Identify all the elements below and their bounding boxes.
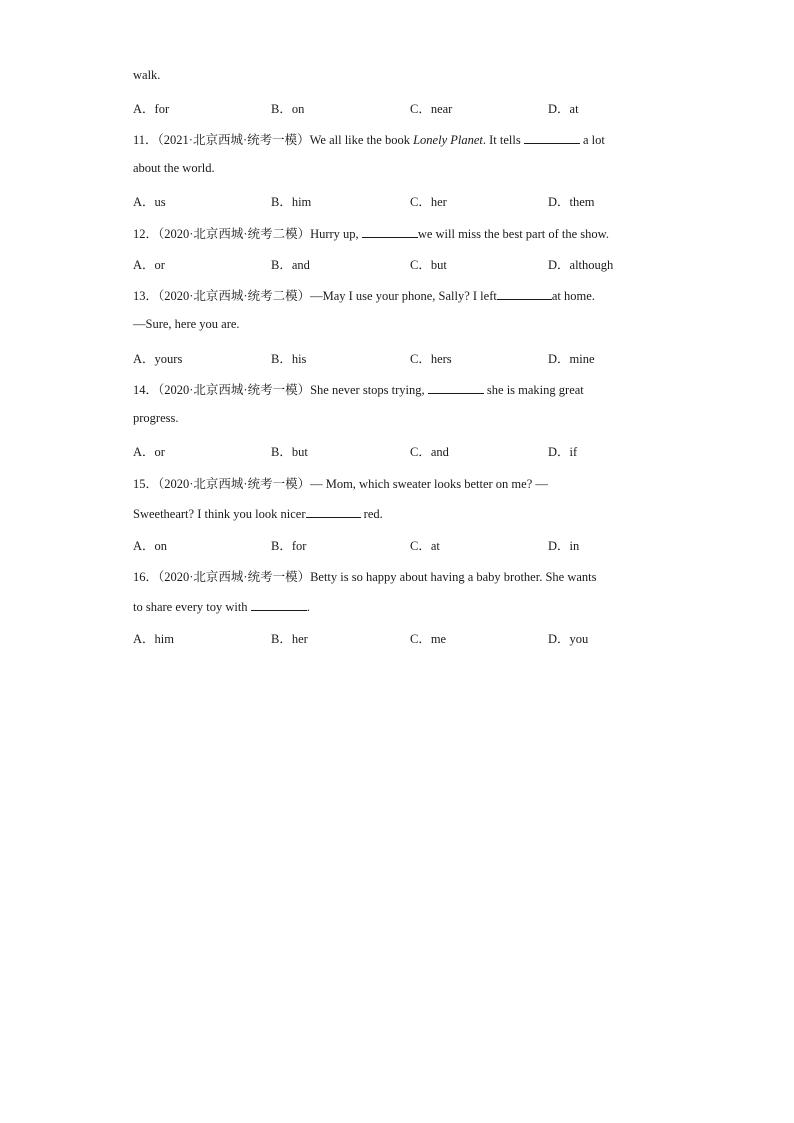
option-a: A．or: [133, 445, 165, 459]
option-a: A．for: [133, 102, 170, 116]
question-14-stem-line2: progress.: [133, 411, 179, 425]
question-15-stem: 15．（2020·北京西城·统考一模）— Mom, which sweater looks better on me? —: [133, 477, 548, 491]
question-15-stem-line2: [133, 505, 383, 522]
option-b: B．for: [271, 539, 307, 553]
stem-text: to share every toy with: [133, 600, 251, 614]
option-d: D．at: [548, 102, 579, 116]
stem-text: a lot: [579, 133, 605, 147]
stem-text: at home.: [551, 289, 595, 303]
option-a: A．us: [133, 195, 166, 209]
option-b: B．him: [271, 195, 312, 209]
answer-blank: [362, 225, 418, 238]
option-a: A．yours: [133, 352, 183, 366]
option-d: D．if: [548, 445, 578, 459]
option-b: B．her: [271, 632, 308, 646]
question-13-stem-line2: —Sure, here you are.: [133, 317, 240, 331]
option-c: C．her: [410, 195, 447, 209]
option-b: B．his: [271, 352, 307, 366]
option-c: C．me: [410, 632, 447, 646]
question-11-stem: [133, 130, 605, 148]
stem-text: Sweetheart? I think you look nicer: [133, 507, 306, 521]
option-a: A．or: [133, 258, 165, 272]
question-14-stem: [133, 380, 584, 398]
stem-text: . It tells: [482, 133, 524, 147]
question-13-stem: [133, 286, 595, 304]
option-c: C．at: [410, 539, 440, 553]
answer-blank: [428, 381, 484, 394]
option-c: C．near: [410, 102, 453, 116]
answer-blank: [497, 287, 552, 300]
option-d: D．mine: [548, 352, 595, 366]
question-16-stem-line2: [133, 598, 310, 615]
question-16-stem: 16．（2020·北京西城·统考一模）Betty is so happy about having a baby brother. She wants: [133, 570, 597, 584]
question-11-stem-line2: about the world.: [133, 161, 215, 175]
stem-text: 13．（2020·北京西城·统考二模）—May I use your phone, Sally? I left: [133, 289, 497, 303]
option-b: B．on: [271, 102, 305, 116]
stem-text: we will miss the best part of the show.: [417, 227, 609, 241]
answer-blank: [306, 505, 361, 518]
option-a: A．him: [133, 632, 174, 646]
option-c: C．and: [410, 445, 449, 459]
option-a: A．on: [133, 539, 168, 553]
option-c: C．but: [410, 258, 447, 272]
option-c: C．hers: [410, 352, 452, 366]
option-d: D．them: [548, 195, 595, 209]
question-10-stem-end: walk.: [133, 68, 161, 82]
answer-blank: [251, 598, 307, 611]
stem-text: .: [306, 600, 310, 614]
option-d: D．in: [548, 539, 580, 553]
stem-text: red.: [360, 507, 383, 521]
stem-text: 11．（2021·北京西城·统考一模）We all like the book: [133, 133, 414, 147]
option-b: B．and: [271, 258, 310, 272]
stem-text: 12．（2020·北京西城·统考二模）Hurry up,: [133, 227, 362, 241]
answer-blank: [524, 131, 580, 144]
stem-text: she is making great: [483, 383, 584, 397]
option-b: B．but: [271, 445, 308, 459]
option-d: D．you: [548, 632, 589, 646]
question-12-stem: [133, 224, 609, 242]
stem-text: 14．（2020·北京西城·统考一模）She never stops trying,: [133, 383, 428, 397]
book-title: Lonely Planet: [413, 133, 483, 147]
option-d: D．although: [548, 258, 614, 272]
